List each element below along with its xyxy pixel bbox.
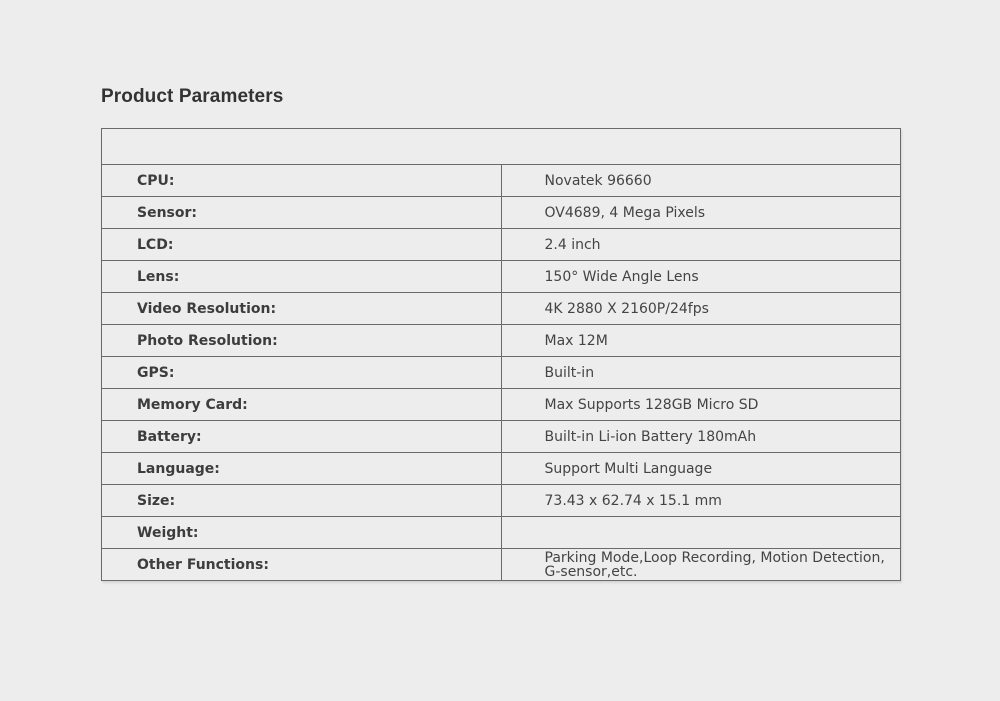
param-value: 150° Wide Angle Lens — [501, 261, 901, 293]
param-name: CPU: — [102, 165, 502, 197]
param-name: LCD: — [102, 229, 502, 261]
table-row-size — [102, 485, 901, 517]
table-row-cpu — [102, 165, 901, 197]
param-value: 4K 2880 X 2160P/24fps — [501, 293, 901, 325]
param-value: Max Supports 128GB Micro SD — [501, 389, 901, 421]
param-name: Language: — [102, 453, 502, 485]
param-value: Support Multi Language — [501, 453, 901, 485]
param-name: Sensor: — [102, 197, 502, 229]
table-row-battery — [102, 421, 901, 453]
param-name: GPS: — [102, 357, 502, 389]
product-parameters-table — [101, 128, 901, 581]
table-row-photo-resolution — [102, 325, 901, 357]
param-value: Built-in Li-ion Battery 180mAh — [501, 421, 901, 453]
param-name: Size: — [102, 485, 502, 517]
param-name: Video Resolution: — [102, 293, 502, 325]
param-value: OV4689, 4 Mega Pixels — [501, 197, 901, 229]
page-title: Product Parameters — [101, 86, 284, 107]
table-row-other-functions — [102, 549, 901, 581]
param-value: Built-in — [501, 357, 901, 389]
table-row-language — [102, 453, 901, 485]
table-header-cell — [102, 129, 901, 165]
table-row-lcd — [102, 229, 901, 261]
param-value: 2.4 inch — [501, 229, 901, 261]
param-value: 73.43 x 62.74 x 15.1 mm — [501, 485, 901, 517]
param-value: Parking Mode,Loop Recording, Motion Detection, G-sensor,etc. — [501, 549, 901, 581]
param-value: Novatek 96660 — [501, 165, 901, 197]
table-header-row — [102, 129, 901, 165]
table-row-lens — [102, 261, 901, 293]
table-row-video-resolution — [102, 293, 901, 325]
table-row-weight — [102, 517, 901, 549]
table-row-memory-card — [102, 389, 901, 421]
param-value — [501, 517, 901, 549]
param-value: Max 12M — [501, 325, 901, 357]
param-name: Battery: — [102, 421, 502, 453]
param-name: Photo Resolution: — [102, 325, 502, 357]
param-name: Other Functions: — [102, 549, 502, 581]
table-row-gps — [102, 357, 901, 389]
table-row-sensor — [102, 197, 901, 229]
param-name: Lens: — [102, 261, 502, 293]
param-name: Memory Card: — [102, 389, 502, 421]
param-name: Weight: — [102, 517, 502, 549]
